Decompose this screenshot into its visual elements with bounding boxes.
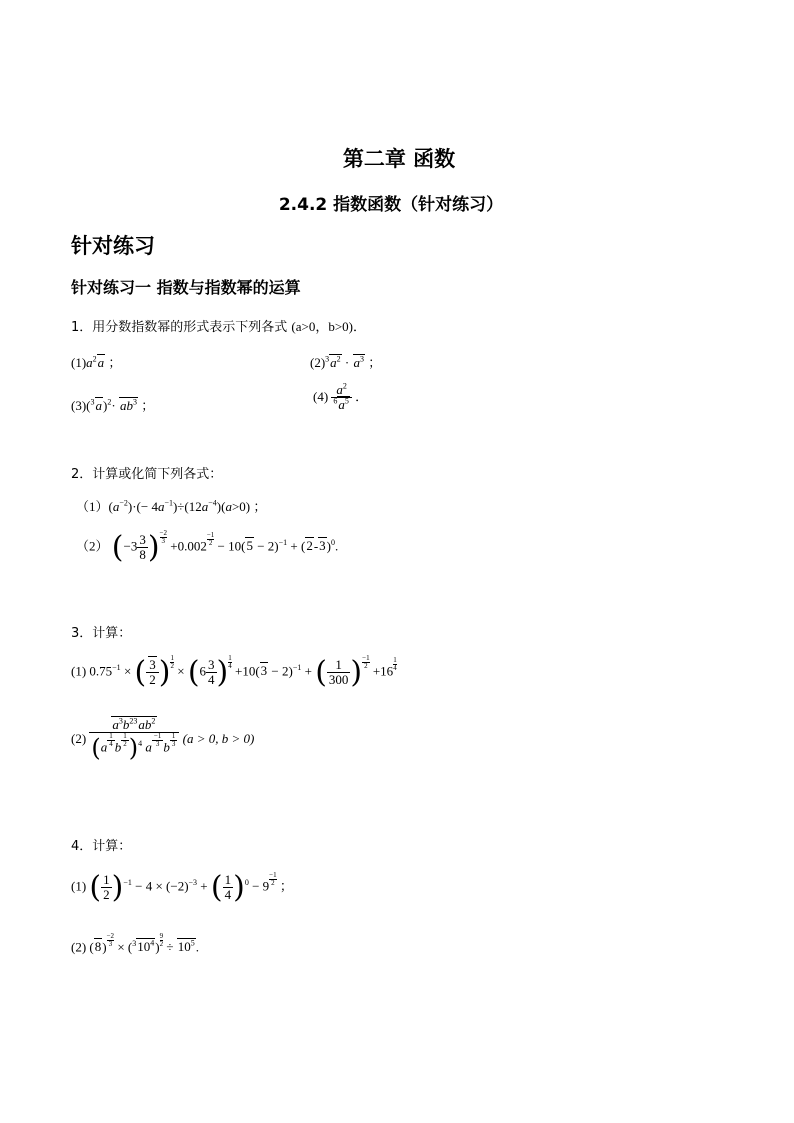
problem-1-condition: (a>0，b>0)． [291,319,367,334]
section-title: 2.4.2 指数函数（针对练习） [278,195,504,215]
problem-1-item-3: $(3)(^3a)^2\cdot ab^3$ ； [71,397,155,413]
problem-2-item-2: （2） (−3 $\frac{3}{8}$ ) $\frac{-2}{3}$ +0.002 $\frac{-1}{2}$ − $10(5 - 2)^{-1} + (2-3)^0$. [76,529,339,565]
heading-practice: 针对练习 [71,234,155,258]
problem-2-prompt: 2．计算或化简下列各式： [71,467,223,482]
heading-practice-one: 针对练习一 指数与指数幂的运算 [71,278,301,297]
problem-3-item-2: (2) $a^3b^{23}ab^2$ (a $\frac{1}{4}$ b $\frac{1}{2}$ )$^4$ a $\frac{-1}{3}$ b $\frac{1}{3}$ (a > 0, b > 0) [71,716,255,763]
problem-1-item-2: $(2)^3a^2 \cdot a^3$ ； [310,354,382,370]
chapter-title: 第二章 函数 [342,147,456,171]
problem-4-item-1: (1) ( $\frac{1}{2}$ )$^{-1} - 4 \times (-2)^{-3}$ + ( $\frac{1}{4}$ )$^0$ − 9 $\frac{-1}{2}$ ； [71,870,293,905]
problem-1-prompt: 1．用分数指数幂的形式表示下列各式 (a>0，b>0)． [71,319,367,335]
problem-4-item-2: (2) (8) $\frac{-2}{3}$ × $(^310^4)$ $\frac{9}{2}$ ÷ $10^5$. [71,932,199,955]
problem-4-prompt: 4．计算： [71,839,132,854]
problem-1-item-4: (4) $\frac{a^2}{^6a^5}$ ． [313,381,369,413]
problem-3-prompt: 3．计算： [71,626,132,641]
problem-3-item-1: (1) $0.75^{-1}$ × ( $\frac{3}{2}$ ) $\frac{1}{2}$ × (6 $\frac{3}{4}$ ) $\frac{1}{4}$ $+10(3 - 2)^{-1}$ + ( $\frac{1}{300}$ ) $\frac{-1}{2}$ +16 $\frac{1}{4}$ [71,654,397,690]
problem-2-item-1: $(1)(a^{-2})\cdot(- 4a^{-1})\div(12a^{-4})(a>0)$ ； [76,498,267,514]
problem-1-item-1: $(1)a^2a$ ； [71,354,122,370]
